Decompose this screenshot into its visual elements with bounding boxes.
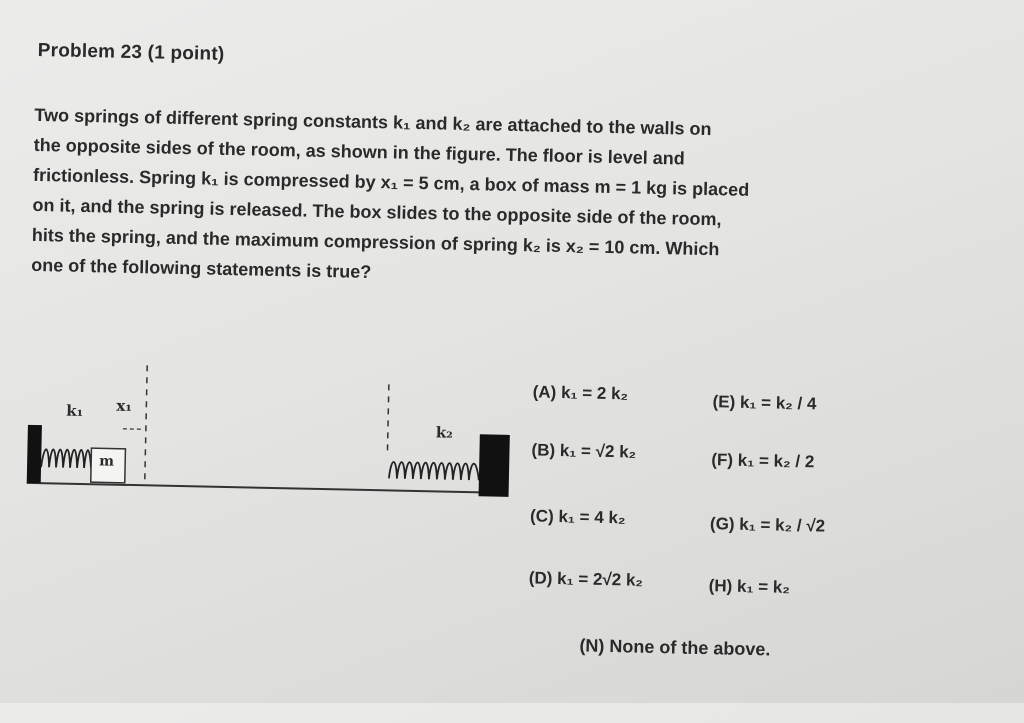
choice-h[interactable]: (H) k₁ = k₂: [709, 576, 791, 598]
choice-f[interactable]: (F) k₁ = k₂ / 2: [711, 450, 814, 472]
right-wall: [479, 434, 510, 497]
choice-c[interactable]: (C) k₁ = 4 k₂: [530, 506, 626, 528]
choice-e[interactable]: (E) k₁ = k₂ / 4: [712, 392, 816, 414]
label-m: m: [99, 453, 114, 469]
label-x1: x₁: [116, 397, 132, 415]
equilibrium-marker-left: [145, 365, 148, 485]
statement-line: Two springs of different spring constants k₁ and k₂ are attached to the walls on: [34, 100, 914, 148]
label-k1: k₁: [66, 402, 83, 420]
left-wall: [27, 425, 42, 483]
statement-line: the opposite sides of the room, as shown in the figure. The floor is level and: [33, 130, 913, 178]
spring-figure: [16, 355, 519, 505]
spring-k1: [41, 449, 91, 468]
choice-d[interactable]: (D) k₁ = 2√2 k₂: [529, 568, 644, 590]
equilibrium-marker-right: [387, 384, 388, 452]
floor-line: [27, 483, 487, 493]
label-k2: k₂: [436, 423, 453, 441]
spring-k2: [389, 462, 479, 480]
statement-line: frictionless. Spring k₁ is compressed by x₁ = 5 cm, a box of mass m = 1 kg is placed: [33, 160, 913, 208]
statement-line: one of the following statements is true?: [31, 250, 911, 298]
problem-title: Problem 23 (1 point): [38, 40, 225, 66]
choice-a[interactable]: (A) k₁ = 2 k₂: [533, 382, 629, 404]
problem-statement: [31, 100, 915, 298]
choice-g[interactable]: (G) k₁ = k₂ / √2: [710, 514, 825, 536]
choice-b[interactable]: (B) k₁ = √2 k₂: [531, 440, 636, 462]
choice-n[interactable]: (N) None of the above.: [579, 635, 770, 660]
statement-line: on it, and the spring is released. The box slides to the opposite side of the room,: [32, 190, 912, 238]
statement-line: hits the spring, and the maximum compression of spring k₂ is x₂ = 10 cm. Which: [32, 220, 912, 268]
answer-choices: [533, 382, 953, 391]
